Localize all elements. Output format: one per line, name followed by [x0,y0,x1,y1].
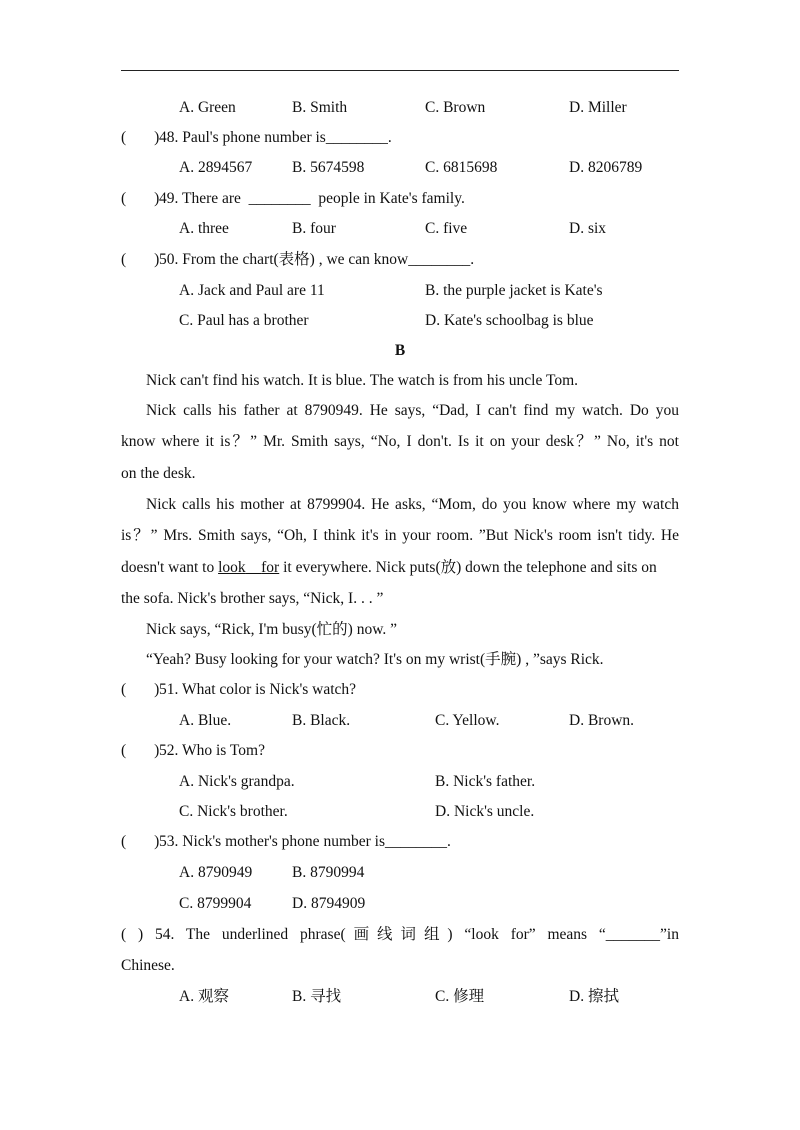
passage-p3-line3-pre: doesn't want to [121,559,219,576]
passage-p2-line1: Nick calls his father at 8790949. He says, “Dad, I can't find my watch. Do you [146,402,679,419]
q54-option-b[interactable]: B. 寻找 [292,988,342,1005]
passage-p3-line4: the sofa. Nick's brother says, “Nick, I. . . ” [121,590,384,607]
q48-option-d[interactable]: D. 8206789 [569,159,643,176]
underlined-for: for [261,559,280,576]
question-52-text: 52. Who is Tom? [159,742,265,759]
question-49-text: 49. There are ________ people in Kate's family. [159,190,465,207]
q49-option-a[interactable]: A. three [179,220,229,237]
question-52 [121,741,265,761]
top-rule [121,70,679,71]
underlined-look: look [218,559,246,576]
q52-option-d[interactable]: D. Nick's uncle. [435,803,535,820]
q54-option-c[interactable]: C. 修理 [435,988,485,1005]
q49-option-d[interactable]: D. six [569,220,607,237]
q49-option-c[interactable]: C. five [425,220,468,237]
q53-option-c[interactable]: C. 8799904 [179,895,252,912]
q51-option-d[interactable]: D. Brown. [569,712,635,729]
passage-p2-line3: on the desk. [121,465,196,482]
question-50-text: 50. From the chart(表格) , we can know________. [159,251,475,268]
q52-option-c[interactable]: C. Nick's brother. [179,803,288,820]
q53-option-b[interactable]: B. 8790994 [292,864,365,881]
answer-blank-48[interactable]: ( ) [121,129,160,146]
answer-blank-49[interactable]: ( ) [121,190,160,207]
answer-blank-53[interactable]: ( ) [121,833,160,850]
section-heading-b: B [394,342,406,359]
question-54-line1: ( ) 54. The underlined phrase(画线词组) “look for” means “_______”in [121,926,679,943]
question-48 [121,128,392,148]
q48-option-b[interactable]: B. 5674598 [292,159,365,176]
passage-paragraph-4: Nick says, “Rick, I'm busy(忙的) now. ” [146,621,398,638]
q53-option-a[interactable]: A. 8790949 [179,864,253,881]
passage-p2-line2: know where it is？” Mr. Smith says, “No, I don't. Is it on your desk？” No, it's not [121,433,679,450]
q50-option-b[interactable]: B. the purple jacket is Kate's [425,282,603,299]
q51-option-c[interactable]: C. Yellow. [435,712,500,729]
q47-option-d[interactable]: D. Miller [569,99,627,116]
answer-blank-50[interactable]: ( ) [121,251,160,268]
q54-option-d[interactable]: D. 擦拭 [569,988,619,1005]
q47-option-c[interactable]: C. Brown [425,99,486,116]
q48-option-a[interactable]: A. 2894567 [179,159,253,176]
passage-p3-line1: Nick calls his mother at 8799904. He asks, “Mom, do you know where my watch [146,496,679,513]
question-48-text: 48. Paul's phone number is________. [159,129,392,146]
q48-option-c[interactable]: C. 6815698 [425,159,498,176]
q50-option-a[interactable]: A. Jack and Paul are 11 [179,282,325,299]
q50-option-c[interactable]: C. Paul has a brother [179,312,309,329]
passage-paragraph-5: “Yeah? Busy looking for your watch? It's on my wrist(手腕) , ”says Rick. [146,651,604,668]
q52-option-a[interactable]: A. Nick's grandpa. [179,773,295,790]
passage-p3-line3-post: it everywhere. Nick puts(放) down the telephone and sits on [279,559,657,576]
q52-option-b[interactable]: B. Nick's father. [435,773,536,790]
answer-blank-52[interactable]: ( ) [121,742,160,759]
underlined-gap [246,559,262,576]
q47-option-b[interactable]: B. Smith [292,99,348,116]
passage-p3-line2: is？” Mrs. Smith says, “Oh, I think it's in your room. ”But Nick's room isn't tidy. He [121,527,679,544]
question-51 [121,680,356,700]
passage-p3-line3 [121,558,679,578]
question-53-text: 53. Nick's mother's phone number is________. [159,833,451,850]
q49-option-b[interactable]: B. four [292,220,336,237]
q54-option-a[interactable]: A. 观察 [179,988,229,1005]
question-49 [121,189,465,209]
passage-paragraph-1: Nick can't find his watch. It is blue. The watch is from his uncle Tom. [146,372,579,389]
question-51-text: 51. What color is Nick's watch? [159,681,357,698]
q50-option-d[interactable]: D. Kate's schoolbag is blue [425,312,594,329]
question-53 [121,832,451,852]
q51-option-b[interactable]: B. Black. [292,712,351,729]
q51-option-a[interactable]: A. Blue. [179,712,232,729]
answer-blank-51[interactable]: ( ) [121,681,160,698]
q53-option-d[interactable]: D. 8794909 [292,895,366,912]
question-54-line2: Chinese. [121,957,175,974]
q47-option-a[interactable]: A. Green [179,99,236,116]
question-50 [121,250,474,270]
